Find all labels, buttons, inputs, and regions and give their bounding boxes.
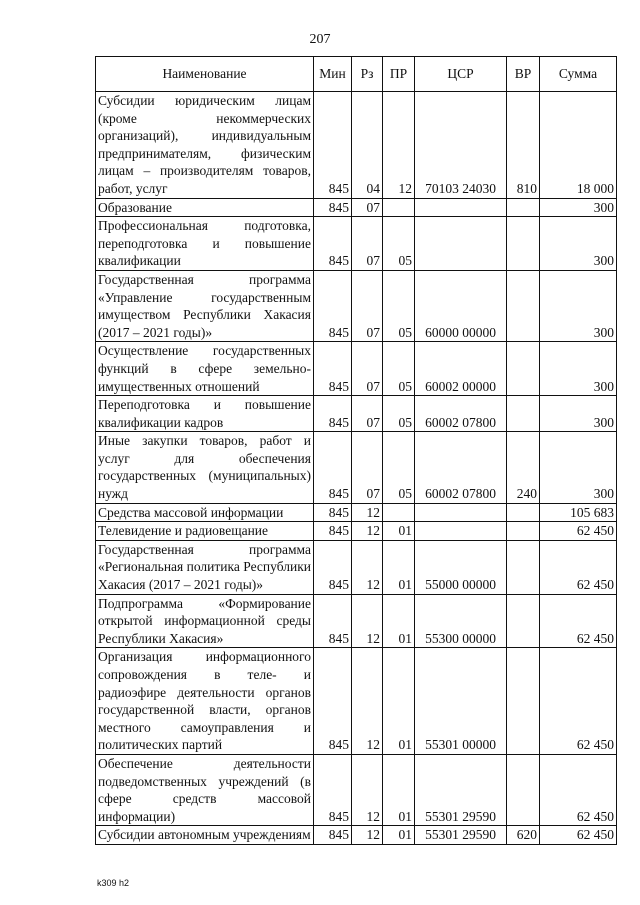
- cell-pr: 01: [383, 648, 415, 755]
- table-header-row: [96, 57, 617, 92]
- cell-name: Переподготовка и повышение квалификации кадров: [96, 396, 314, 432]
- cell-min: 845: [314, 594, 352, 648]
- cell-sum: 62 450: [540, 826, 617, 845]
- cell-sum: 300: [540, 396, 617, 432]
- cell-name: Организация информационного сопровождения в теле- и радиоэфире деятельности органов государственной власти, органов местного самоуправления и политических партий: [96, 648, 314, 755]
- cell-pr: [383, 503, 415, 522]
- table-row: [96, 432, 617, 503]
- cell-csr: 55301 00000: [415, 648, 507, 755]
- cell-rz: 07: [352, 432, 383, 503]
- cell-rz: 12: [352, 754, 383, 825]
- cell-name: Образование: [96, 198, 314, 217]
- header-sum: Сумма: [540, 57, 617, 92]
- table-row: [96, 503, 617, 522]
- cell-name: Государственная программа «Региональная политика Республики Хакасия (2017 – 2021 годы)»: [96, 540, 314, 594]
- cell-csr: 60002 07800: [415, 396, 507, 432]
- cell-sum: 300: [540, 342, 617, 396]
- cell-vr: 620: [507, 826, 540, 845]
- cell-vr: [507, 594, 540, 648]
- cell-vr: [507, 270, 540, 341]
- header-csr: ЦСР: [415, 57, 507, 92]
- cell-name: Подпрограмма «Формирование открытой информационной среды Республики Хакасия»: [96, 594, 314, 648]
- cell-csr: 60002 07800: [415, 432, 507, 503]
- cell-rz: 07: [352, 198, 383, 217]
- cell-csr: 55000 00000: [415, 540, 507, 594]
- cell-pr: 01: [383, 754, 415, 825]
- cell-pr: 05: [383, 396, 415, 432]
- cell-csr: 70103 24030: [415, 92, 507, 199]
- header-rz: Рз: [352, 57, 383, 92]
- budget-table: [95, 56, 617, 845]
- header-pr: ПР: [383, 57, 415, 92]
- cell-pr: [383, 198, 415, 217]
- cell-rz: 12: [352, 503, 383, 522]
- cell-min: 845: [314, 522, 352, 541]
- cell-csr: [415, 198, 507, 217]
- table-row: [96, 754, 617, 825]
- table-row: [96, 396, 617, 432]
- cell-vr: [507, 540, 540, 594]
- cell-pr: 05: [383, 342, 415, 396]
- cell-rz: 12: [352, 522, 383, 541]
- table-row: [96, 92, 617, 199]
- cell-name: Иные закупки товаров, работ и услуг для обеспечения государственных (муниципальных) нужд: [96, 432, 314, 503]
- cell-rz: 12: [352, 648, 383, 755]
- cell-name: Субсидии юридическим лицам (кроме некоммерческих организаций), индивидуальным предпринимателям, физическим лицам – производителям товаров, работ, услуг: [96, 92, 314, 199]
- cell-min: 845: [314, 198, 352, 217]
- cell-csr: 60000 00000: [415, 270, 507, 341]
- table-row: [96, 217, 617, 271]
- cell-vr: 810: [507, 92, 540, 199]
- page-number: 207: [309, 32, 331, 47]
- table-row: [96, 270, 617, 341]
- cell-min: 845: [314, 826, 352, 845]
- cell-sum: 300: [540, 198, 617, 217]
- cell-name: Субсидии автономным учреждениям: [96, 826, 314, 845]
- cell-min: 845: [314, 396, 352, 432]
- cell-rz: 12: [352, 540, 383, 594]
- cell-rz: 12: [352, 826, 383, 845]
- cell-min: 845: [314, 92, 352, 199]
- cell-rz: 07: [352, 342, 383, 396]
- table-row: [96, 594, 617, 648]
- cell-vr: [507, 217, 540, 271]
- cell-vr: [507, 396, 540, 432]
- cell-rz: 12: [352, 594, 383, 648]
- cell-csr: 55301 29590: [415, 754, 507, 825]
- header-min: Мин: [314, 57, 352, 92]
- cell-csr: [415, 522, 507, 541]
- cell-sum: 18 000: [540, 92, 617, 199]
- cell-sum: 300: [540, 432, 617, 503]
- cell-vr: [507, 754, 540, 825]
- cell-sum: 300: [540, 270, 617, 341]
- cell-name: Обеспечение деятельности подведомственных учреждений (в сфере средств массовой информации): [96, 754, 314, 825]
- cell-vr: [507, 648, 540, 755]
- cell-min: 845: [314, 540, 352, 594]
- cell-rz: 07: [352, 396, 383, 432]
- cell-csr: 55300 00000: [415, 594, 507, 648]
- cell-pr: 05: [383, 432, 415, 503]
- cell-min: 845: [314, 754, 352, 825]
- cell-sum: 300: [540, 217, 617, 271]
- table-row: [96, 540, 617, 594]
- cell-name: Средства массовой информации: [96, 503, 314, 522]
- cell-vr: [507, 522, 540, 541]
- cell-sum: 62 450: [540, 754, 617, 825]
- cell-csr: 60002 00000: [415, 342, 507, 396]
- cell-vr: 240: [507, 432, 540, 503]
- cell-vr: [507, 342, 540, 396]
- cell-pr: 12: [383, 92, 415, 199]
- table-row: [96, 198, 617, 217]
- cell-min: 845: [314, 270, 352, 341]
- cell-rz: 07: [352, 270, 383, 341]
- footer-code: k309 h2: [97, 878, 130, 888]
- cell-sum: 62 450: [540, 522, 617, 541]
- cell-rz: 04: [352, 92, 383, 199]
- cell-min: 845: [314, 342, 352, 396]
- cell-min: 845: [314, 217, 352, 271]
- cell-csr: [415, 217, 507, 271]
- table-row: [96, 648, 617, 755]
- cell-pr: 05: [383, 217, 415, 271]
- header-name: Наименование: [96, 57, 314, 92]
- cell-sum: 62 450: [540, 540, 617, 594]
- cell-sum: 62 450: [540, 648, 617, 755]
- cell-pr: 01: [383, 522, 415, 541]
- cell-vr: [507, 198, 540, 217]
- cell-pr: 01: [383, 540, 415, 594]
- cell-name: Профессиональная подготовка, переподготовка и повышение квалификации: [96, 217, 314, 271]
- cell-min: 845: [314, 648, 352, 755]
- cell-sum: 62 450: [540, 594, 617, 648]
- cell-name: Телевидение и радиовещание: [96, 522, 314, 541]
- cell-csr: 55301 29590: [415, 826, 507, 845]
- cell-csr: [415, 503, 507, 522]
- cell-rz: 07: [352, 217, 383, 271]
- cell-name: Государственная программа «Управление государственным имуществом Республики Хакасия (2017 – 2021 годы)»: [96, 270, 314, 341]
- cell-min: 845: [314, 503, 352, 522]
- cell-pr: 01: [383, 826, 415, 845]
- table-row: [96, 826, 617, 845]
- cell-min: 845: [314, 432, 352, 503]
- cell-name: Осуществление государственных функций в сфере земельно-имущественных отношений: [96, 342, 314, 396]
- cell-pr: 05: [383, 270, 415, 341]
- header-vr: ВР: [507, 57, 540, 92]
- cell-vr: [507, 503, 540, 522]
- table-row: [96, 522, 617, 541]
- cell-pr: 01: [383, 594, 415, 648]
- table-row: [96, 342, 617, 396]
- cell-sum: 105 683: [540, 503, 617, 522]
